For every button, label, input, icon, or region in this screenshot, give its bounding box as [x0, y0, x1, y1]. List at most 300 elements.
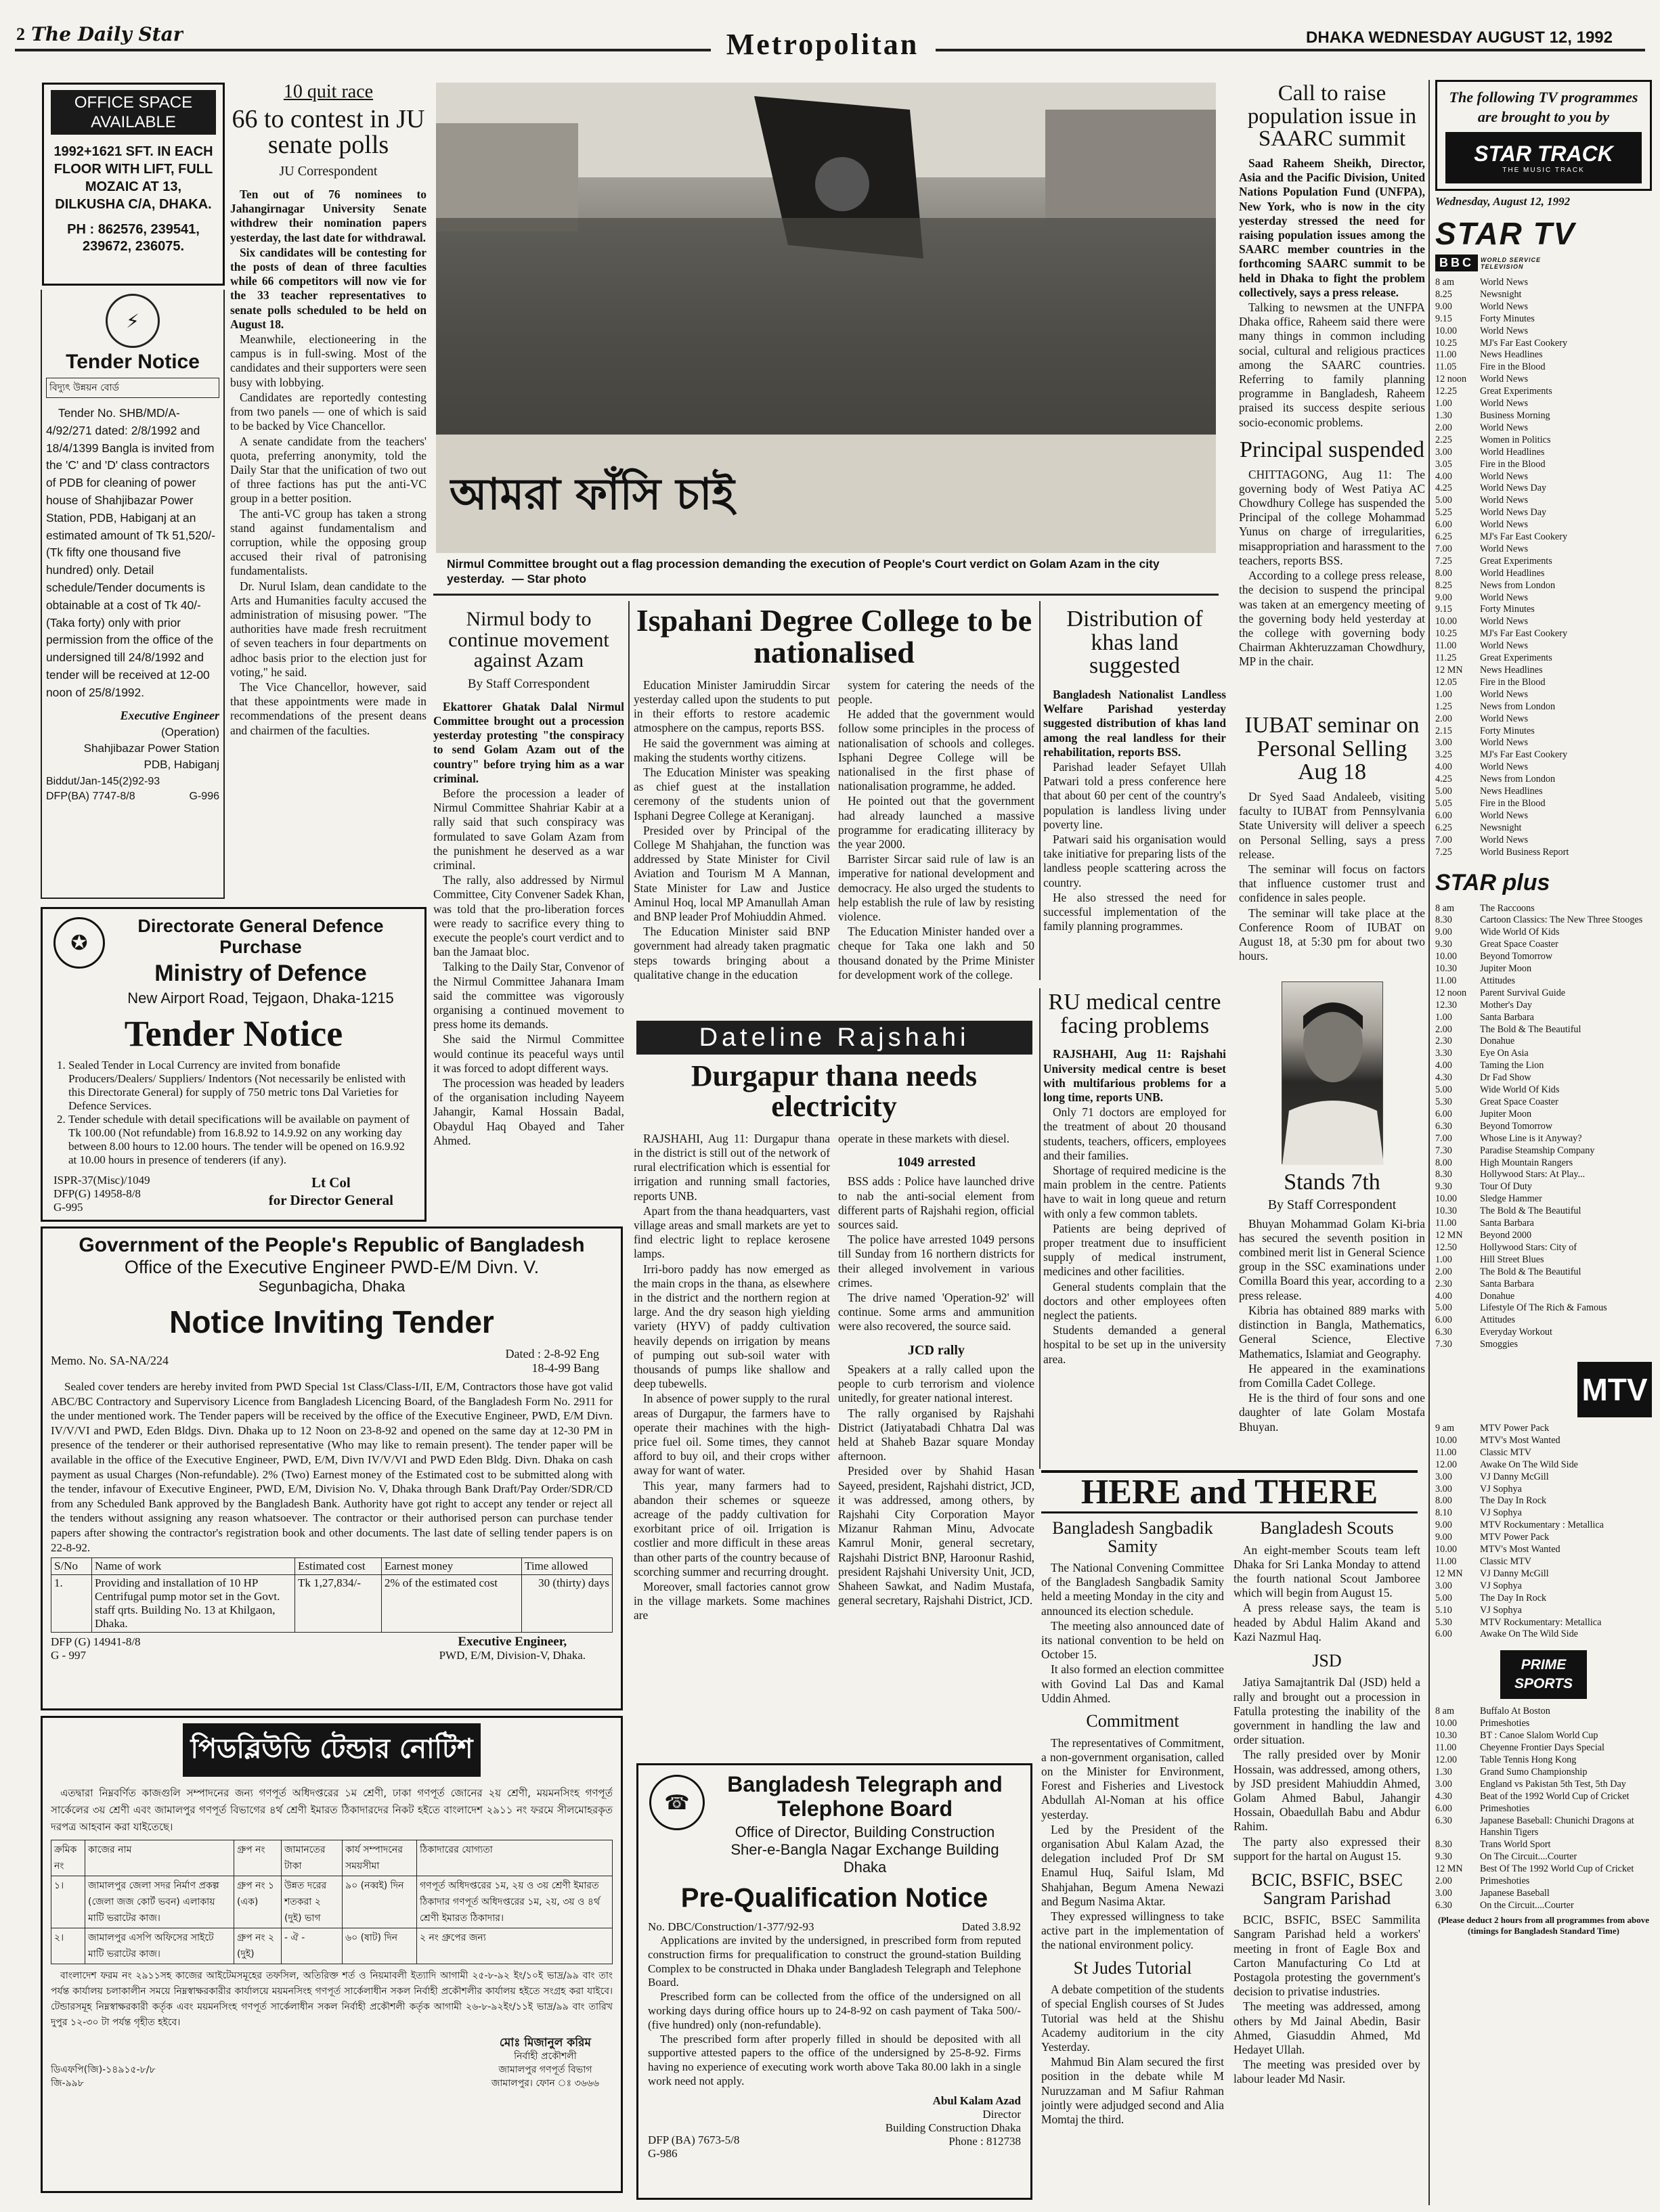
- tv-time: 1.25: [1435, 701, 1452, 712]
- tv-time: 6.00: [1435, 1108, 1452, 1120]
- tv-programme: Donahue: [1480, 1036, 1515, 1047]
- tv-programme: Jupiter Moon: [1480, 963, 1532, 975]
- defence-title: Tender Notice: [124, 1013, 343, 1054]
- tv-time: 3.00: [1435, 1887, 1452, 1899]
- tv-schedule-row: [1435, 1532, 1652, 1544]
- tv-programme: VJ Danny McGill: [1480, 1471, 1549, 1482]
- tv-schedule-row: [1435, 640, 1652, 652]
- tv-time: 6.00: [1435, 519, 1452, 531]
- tv-programme: Business Morning: [1480, 410, 1550, 421]
- ispahani-col-1: [634, 678, 830, 983]
- tv-date: Wednesday, August 12, 1992: [1435, 195, 1571, 208]
- table-cell: - ঐ -: [282, 1928, 343, 1964]
- tv-schedule-row: [1435, 726, 1652, 738]
- quit-body: [230, 187, 427, 738]
- tv-schedule-row: [1435, 1133, 1652, 1145]
- table-header-row: [51, 1840, 613, 1876]
- principal-headline: Principal suspended: [1240, 439, 1424, 462]
- tv-programme: World News: [1480, 810, 1528, 821]
- bangla-tender-footer: বাংলাদেশ ফরম নং ২৯১১সহ কাজের আইটেমসমূহের তফসিল, অতিরিক্ত শর্ত ও নিয়মাবলী ইত্যাদি আগামী ২৫-৮-৯২ ইং/১০ই ভাদ্র/৯৯ বাং তাং পর্যন্ত কার্যালয় চলাকালীন সময়ে নিম্নস্বাক্ষরকারীর কার্যালয়ে ময়মনসিংহ গণপূর্ত সার্কেলাধীন সকল নির্বাহী প্রকৌশলীর কার্যালয় হইতে সংগ্রহ করা যাইবে। টেন্ডারসমূহ নিম্নস্বাক্ষরকারী কর্তৃক এবং ময়মনসিংহ গণপূর্ত সার্কেলাধীন সকল নির্বাহী প্রকৌশলী কর্তৃক আগামী ২৬-৮-৯২ইং/১১ই ভাদ্র/৯৯ বাং তারিখ দুপুর ১২-৩০ টা পর্যন্ত গৃহীত হইবে।: [51, 1970, 613, 2028]
- tv-programme: The Raccoons: [1480, 902, 1535, 914]
- paragraph: Patwari said his organisation would take initiative for preparing lists of the landless people scattering across the country.: [1043, 833, 1226, 889]
- bbc-subtitle: WORLD SERVICE TELEVISION: [1481, 256, 1542, 270]
- tv-schedule-row: [1435, 1060, 1652, 1072]
- paragraph: Before the procession a leader of Nirmul Committee Shahriar Kabir at a rally said that such conspiracy was formulated to save Golam Azam from the punishment he deserved as a war criminal.: [433, 787, 624, 872]
- paragraph: Candidates are reportedly contesting from two panels — one of which is said to be backed by Vice Chancellor.: [230, 390, 427, 433]
- defence-ref-2: DFP(G) 14958-8/8: [53, 1187, 141, 1200]
- bangla-sign: মোঃ মিজানুল করিম: [499, 2036, 591, 2050]
- portrait-shirt: [1282, 1101, 1384, 1165]
- tv-schedule-row: [1435, 301, 1652, 313]
- here-head-commitment: Commitment: [1086, 1711, 1179, 1731]
- tv-time: 8.30: [1435, 1169, 1452, 1180]
- table-cell: ২ নং গ্রুপের জন্য: [417, 1928, 613, 1964]
- quit-headline: 66 to contest in JU senate polls: [232, 104, 425, 160]
- tv-time: 7.00: [1435, 834, 1452, 845]
- tv-programme: Forty Minutes: [1480, 725, 1535, 736]
- tv-schedule-row: [1435, 507, 1652, 519]
- tv-schedule-row: [1435, 1605, 1652, 1617]
- table-row: [51, 1575, 613, 1633]
- tv-programme: MTV's Most Wanted: [1480, 1434, 1560, 1446]
- tv-schedule-row: [1435, 361, 1652, 374]
- tv-time: 12 MN: [1435, 1568, 1463, 1579]
- tv-schedule-row: [1435, 349, 1652, 361]
- tv-schedule-row: [1435, 975, 1652, 988]
- paragraph: Barrister Sircar said rule of law is an imperative for national development and democracy. He also urged the students to help establish the rule of law by resisting violence.: [838, 852, 1034, 924]
- tv-schedule-row: [1435, 798, 1652, 810]
- tv-schedule-row: [1435, 604, 1652, 616]
- tv-programme: World News: [1480, 640, 1528, 652]
- bttb-sign-2: Director: [982, 2107, 1021, 2121]
- paragraph: Jatiya Samajtantrik Dal (JSD) held a rally and brought out a procession in Fatulla protesting the inability of the government in handling the law and order situation.: [1233, 1675, 1420, 1747]
- tv-time: 7.00: [1435, 1132, 1452, 1144]
- tv-time: 7.30: [1435, 1339, 1452, 1350]
- tv-programme: News Headlines: [1480, 665, 1543, 676]
- tv-time: 3.00: [1435, 1580, 1452, 1591]
- tv-time: 9.00: [1435, 927, 1452, 938]
- paragraph: The anti-VC group has taken a strong stand against fundamentalism and corruption, while the opposing group accused their rival of patronising fundamentalists.: [230, 506, 427, 578]
- tv-time: 6.00: [1435, 1629, 1452, 1640]
- pdb-tender-subtitle: বিদ্যুৎ উন্নয়ন বোর্ড: [46, 378, 219, 398]
- paragraph: In absence of power supply to the rural areas of Durgapur, the farmers have to operate their machines with the high-price fuel oil. Some times, they cannot afford to buy oil, and their crops wither away for want of water.: [634, 1392, 830, 1478]
- tv-time: 8 am: [1435, 902, 1454, 914]
- paragraph: Prescribed form can be collected from the office of the undersigned on all working days during office hours up to 24-8-92 on cash payment of Taka 500/- (five hundred) only (non-refundable).: [648, 1990, 1021, 2031]
- tv-programme: Fire in the Blood: [1480, 361, 1546, 373]
- tv-programme: World News: [1480, 277, 1528, 288]
- subhead-arrested: 1049 arrested: [897, 1154, 976, 1170]
- paragraph: The rally organised by Rajshahi District (Jatiyatabadi Chhatra Dal was held at Shaheb Bazar square Monday afternoon.: [838, 1406, 1034, 1463]
- table-header: ক্রমিক নং: [51, 1840, 85, 1876]
- tv-programme: Awake On The Wild Side: [1480, 1629, 1578, 1640]
- photo-caption: [447, 556, 1192, 586]
- paragraph: Bhuyan Mohammad Golam Ki-bria has secured the seventh position in combined merit list in General Science group in the SSC examinations under Comilla Board this year, according to a press release.: [1239, 1216, 1425, 1302]
- tv-time: 8.00: [1435, 567, 1452, 579]
- tv-schedule-row: [1435, 1205, 1652, 1218]
- tv-schedule-row: [1435, 939, 1652, 951]
- tv-schedule-row: [1435, 652, 1652, 665]
- subhead-jcd-rally: JCD rally: [908, 1342, 965, 1358]
- paragraph: BCIC, BSFIC, BSEC Sammilita Sangram Parishad held a workers' meeting in front of Eagle Box and Carton Manufacturing Co Ltd at Postagola protesting the government's decision to privatise industries.: [1233, 1913, 1420, 1999]
- tv-programme: Primeshoties: [1480, 1876, 1530, 1887]
- rajshahi-banner: Dateline Rajshahi: [636, 1021, 1032, 1055]
- tv-time: 12 MN: [1435, 1229, 1463, 1241]
- tv-programme: Beat of the 1992 World Cup of Cricket: [1480, 1790, 1630, 1802]
- photo-block: [433, 80, 1219, 596]
- paragraph: Patients are being deprived of proper treatment due to insufficient supply of medical instrument, medicines and other facilities.: [1043, 1221, 1226, 1279]
- tv-time: 12.25: [1435, 386, 1457, 397]
- tv-programme: Mother's Day: [1480, 999, 1533, 1011]
- tv-schedule-row: [1435, 1815, 1652, 1840]
- pwd-dfp: DFP (G) 14941-8/8: [51, 1635, 141, 1649]
- paragraph: He pointed out that the government had already launched a massive programme for eradicating illiteracy by the year 2000.: [838, 794, 1034, 851]
- ispahani-col-2: [838, 678, 1034, 983]
- photo-flag-disc: [815, 157, 869, 211]
- tv-schedule-row: [1435, 1472, 1652, 1484]
- tv-schedule-row: [1435, 1048, 1652, 1060]
- star-track-logo: [1445, 132, 1642, 183]
- table-cell: 2% of the estimated cost: [381, 1575, 521, 1633]
- paragraph: He said the government was aiming at making the students worthy citizens.: [634, 736, 830, 764]
- paragraph: Mahmud Bin Alam secured the first position in the debate while M Nuruzzaman and M Safiur Rahman jointly were adjudged second and Alia Momtaj the third.: [1041, 2055, 1224, 2126]
- tv-schedule-row: [1435, 822, 1652, 835]
- tv-time: 7.25: [1435, 846, 1452, 858]
- bbc-logo: BBC: [1435, 255, 1478, 271]
- tv-programme: Everyday Workout: [1480, 1327, 1552, 1338]
- tv-time: 11.00: [1435, 640, 1457, 652]
- paragraph: Saad Raheem Sheikh, Director, Asia and the Pacific Division, United Nations Population Fund (UNFPA), New York, who is now in the city yesterday stressed the need for raising population issues among the SAARC member countries in the forthcoming SAARC summit to be held in Dhaka to fight the problem collectively, says a press release.: [1239, 156, 1425, 299]
- tv-programme: Forty Minutes: [1480, 313, 1535, 324]
- tv-time: 10.30: [1435, 1730, 1457, 1742]
- pwd-sign-2: PWD, E/M, Division-V, Dhaka.: [439, 1649, 586, 1662]
- tv-schedule-row: [1435, 447, 1652, 459]
- table-header: কাজের নাম: [85, 1840, 234, 1876]
- tv-programme: Japanese Baseball: Chunichi Dragons at Hanshin Tigers: [1480, 1815, 1634, 1838]
- paragraph: A press release says, the team is headed by Abdul Halim Akand and Kazi Nazmul Haq.: [1233, 1601, 1420, 1643]
- tv-time: 12 noon: [1435, 374, 1467, 385]
- table-cell: উন্নত দরের শতকরা ২ (দুই) ভাগ: [282, 1876, 343, 1928]
- tv-time: 2.30: [1435, 1036, 1452, 1047]
- tv-time: 8.10: [1435, 1507, 1452, 1519]
- tv-programme: VJ Sophya: [1480, 1604, 1522, 1616]
- pwd-memo: Memo. No. SA-NA/224: [51, 1354, 169, 1367]
- tv-programme: World News: [1480, 737, 1528, 749]
- tv-programme: Primeshoties: [1480, 1802, 1530, 1814]
- tv-sponsor-box: [1435, 80, 1652, 191]
- pdb-sign: Executive Engineer: [120, 708, 219, 722]
- tv-schedule-row: [1435, 1145, 1652, 1157]
- tv-programme: Jupiter Moon: [1480, 1108, 1532, 1120]
- paragraph: The procession was headed by leaders of the organisation including Nayeem Jahangir, Kamal Hossain Badal, Obaydul Haq Obayed and Taher Ahmed.: [433, 1076, 624, 1147]
- tv-time: 1.30: [1435, 410, 1452, 421]
- paragraph: Irri-boro paddy has now emerged as the main crops in the thana, as elsewhere in the district and the northern region at large. And the dry season high yielding variety (HYV) of paddy cultivation heavily depends on irrigation by means of pumping out sub-soil water with thousands of pumps like shallow and deep tubewells.: [634, 1262, 830, 1391]
- here-head-stjudes: St Judes Tutorial: [1073, 1957, 1192, 1978]
- tv-programme: Great Experiments: [1480, 386, 1552, 397]
- tv-time: 6.00: [1435, 810, 1452, 821]
- tv-time: 8.25: [1435, 288, 1452, 300]
- office-ad-title: OFFICE SPACE AVAILABLE: [51, 90, 216, 135]
- tv-schedule-row: [1435, 1193, 1652, 1205]
- tv-programme: Cheyenne Frontier Days Special: [1480, 1742, 1604, 1754]
- tv-programme: MTV Power Pack: [1480, 1423, 1550, 1434]
- tv-time: 3.00: [1435, 1471, 1452, 1482]
- tv-time: 9.15: [1435, 313, 1452, 324]
- paragraph: The Education Minister said BNP government had already taken pragmatic steps towards bringing about a qualitative change in the education: [634, 925, 830, 981]
- tv-time: 5.05: [1435, 797, 1452, 809]
- paragraph: The drive named 'Operation-92' will continue. Some arms and ammunition were also recovered, the source said.: [838, 1290, 1034, 1333]
- bangla-tender-title: পিডব্লিউডি টেন্ডার নোটিশ: [183, 1723, 481, 1777]
- tv-programme: World Headlines: [1480, 446, 1545, 458]
- tv-time: 10.00: [1435, 1544, 1457, 1555]
- pdb-g: G-996: [189, 790, 219, 802]
- table-cell: Providing and installation of 10 HP Centrifugal pump motor set in the Govt. staff qrts. Building No. 13 at Khilgaon, Dhaka.: [92, 1575, 295, 1633]
- tv-time: 7.30: [1435, 1145, 1452, 1156]
- tv-programme: World News Day: [1480, 507, 1547, 518]
- star-tv-logo: STAR TV: [1435, 216, 1576, 251]
- table-header: গ্রুপ নং: [234, 1840, 282, 1876]
- tv-time: 1.00: [1435, 1254, 1452, 1265]
- tv-time: 9.00: [1435, 1532, 1452, 1543]
- caption-text: Nirmul Committee brought out a flag procession demanding the execution of People's Court verdict on Golam Azam in the city yesterday.: [447, 557, 1160, 585]
- here-head-bcic: BCIC, BSFIC, BSEC Sangram Parishad: [1251, 1870, 1403, 1908]
- bangla-sign-2: নির্বাহী প্রকৌশলী: [514, 2051, 577, 2062]
- tv-schedule-row: [1435, 1157, 1652, 1170]
- office-ad-body: 1992+1621 SFT. IN EACH FLOOR WITH LIFT, FULL MOZAIC AT 13, DILKUSHA C/A, DHAKA.: [53, 144, 213, 212]
- pdb-tender-title: Tender Notice: [66, 351, 200, 373]
- prime-sports-schedule: [1435, 1706, 1652, 1911]
- tv-time: 2.00: [1435, 1266, 1452, 1277]
- paragraph: Presided over by Shahid Hasan Sayeed, president, Rajshahi district, JCD, it was addressed, among others, by Rajshahi City Corporation Mayor Mizanur Rahman Minu, Advocate Kamrul Monir, general secretary, Rajshahi District BNP, Haroonur Rashid, president Rajshahi University Unit, JCD, Shaheen Sawkat, and Nadim Mustafa, general secretary, Rajshahi District, JCD.: [838, 1464, 1034, 1608]
- tv-programme: MJ's Far East Cookery: [1480, 531, 1568, 543]
- tv-time: 10.00: [1435, 1434, 1457, 1446]
- pdb-logo: ⚡: [106, 294, 160, 348]
- tv-schedule-row: [1435, 774, 1652, 786]
- tv-programme: The Day In Rock: [1480, 1495, 1547, 1507]
- here-col-1: [1041, 1520, 1224, 2203]
- tv-time: 12.50: [1435, 1241, 1457, 1253]
- paragraph: The Vice Chancellor, however, said that these appointments were made in recommendations of the present deans and chairmen of the faculties.: [230, 680, 427, 737]
- table-cell: ২।: [51, 1928, 85, 1964]
- here-head-sangbadik: Bangladesh Sangbadik Samity: [1052, 1520, 1213, 1556]
- paragraph: Bangladesh Nationalist Landless Welfare Parishad yesterday suggested distribution of khas land among the real landless for their rehabilitation, reports BSS.: [1043, 688, 1226, 759]
- tv-time: 6.00: [1435, 1802, 1452, 1814]
- tv-schedule-row: [1435, 483, 1652, 495]
- tv-schedule-row: [1435, 398, 1652, 410]
- pdb-sign-3: Shahjibazar Power Station: [83, 741, 219, 755]
- tv-time: 11.00: [1435, 1556, 1457, 1567]
- tv-programme: Santa Barbara: [1480, 1011, 1534, 1023]
- tv-programme: VJ Sophya: [1480, 1507, 1522, 1519]
- tv-programme: Table Tennis Hong Kong: [1480, 1754, 1577, 1765]
- bttb-city: Dhaka: [843, 1859, 887, 1876]
- tv-schedule-row: [1435, 1718, 1652, 1730]
- paragraph: The seminar will focus on factors that influence customer trust and confidence in sales people.: [1239, 862, 1425, 905]
- tv-time: 2.30: [1435, 1278, 1452, 1289]
- pwd-sign: Executive Engineer,: [458, 1635, 567, 1650]
- tv-time: 7.25: [1435, 555, 1452, 567]
- tv-programme: Whose Line is it Anyway?: [1480, 1132, 1582, 1144]
- photo-banner-text: আমরা ফাঁসি চাই: [450, 470, 735, 520]
- tv-schedule-row: [1435, 1291, 1652, 1303]
- table-cell: গ্রুপ নং ১ (এক): [234, 1876, 282, 1928]
- pdb-ref: Biddut/Jan-145(2)92-93: [46, 775, 160, 787]
- tv-schedule-row: [1435, 1254, 1652, 1266]
- star-track-sub: THE MUSIC TRACK: [1502, 167, 1585, 174]
- tv-schedule-row: [1435, 1876, 1652, 1888]
- tv-time: 11.25: [1435, 652, 1457, 664]
- tv-time: 1.00: [1435, 1011, 1452, 1023]
- tv-schedule-row: [1435, 338, 1652, 350]
- tv-time: 6.30: [1435, 1327, 1452, 1338]
- bttb-office: Office of Director, Building Construction: [735, 1823, 995, 1840]
- tv-programme: World News: [1480, 374, 1528, 385]
- tv-programme: Wide World Of Kids: [1480, 1084, 1560, 1096]
- paragraph: The Education Minister was speaking as chief guest at the installation ceremony of the students union of Isphani Degree College at Keraniganj.: [634, 766, 830, 822]
- paragraph: A senate candidate from the teachers' quota, preferring anonymity, told the Daily Star that the unification of two out of three factions has put the anti-VC group in a better position.: [230, 434, 427, 506]
- bttb-dfp: DFP (BA) 7673-5/8: [648, 2133, 740, 2146]
- paragraph: Moreover, small factories cannot grow in the village markets. Some machines are: [634, 1580, 830, 1622]
- tv-schedule-row: [1435, 1507, 1652, 1520]
- story-khas: [1039, 601, 1229, 980]
- kibria-headline: Stands 7th: [1284, 1170, 1380, 1195]
- tv-schedule-row: [1435, 1169, 1652, 1181]
- bttb-phone: Phone : 812738: [948, 2134, 1021, 2148]
- tv-programme: World News: [1480, 325, 1528, 336]
- paragraph: The prescribed form after properly filled in should be deposited with all supportive attested papers to the office of the undersigned by 25-8-92. Firms having no experience of executing work worth above Taka 80.00 lakh in a single work need not apply.: [648, 2032, 1021, 2087]
- tv-schedule-row: [1435, 1754, 1652, 1767]
- pdb-dfp: DFP(BA) 7747-8/8: [46, 790, 135, 802]
- tv-programme: World News: [1480, 422, 1528, 433]
- tv-schedule-row: [1435, 531, 1652, 544]
- tv-programme: Primeshoties: [1480, 1718, 1530, 1729]
- tv-schedule-row: [1435, 568, 1652, 580]
- paragraph: The meeting also announced date of its national convention to be held on October 15.: [1041, 1618, 1224, 1662]
- tv-programme: World News: [1480, 495, 1528, 506]
- tv-schedule-row: [1435, 1121, 1652, 1133]
- table-header: Name of work: [92, 1558, 295, 1575]
- tv-programme: World News: [1480, 761, 1528, 773]
- tv-time: 5.30: [1435, 1097, 1452, 1107]
- caption-credit: — Star photo: [512, 572, 587, 585]
- tv-time: 2.15: [1435, 725, 1452, 736]
- tv-programme: World News: [1480, 301, 1528, 312]
- paragraph: This year, many farmers had to abandon their schemes or squeeze acreage of the paddy cultivation for exorbitant price of oil. Irrigation is costlier and more difficult in these areas than other parts of the country because of scorching summer and recurring drought.: [634, 1478, 830, 1578]
- table-header: S/No: [51, 1558, 92, 1575]
- pwd-g: G - 997: [51, 1649, 86, 1662]
- table-cell: গ্রুপ নং ২ (দুই): [234, 1928, 282, 1964]
- paragraph: Six candidates will be contesting for the posts of dean of three faculties while 66 competitors will now vie for the 33 teacher representatives to senate polls scheduled to be held on August 18.: [230, 245, 427, 331]
- star-plus-schedule: [1435, 903, 1652, 1352]
- paragraph: Dr. Nurul Islam, dean candidate to the Arts and Humanities faculty accused the administration of misusing power. "The authorities have made fresh recruitment of seven teachers in four departments on adhoc basis prior to the election just for voting," he said.: [230, 579, 427, 679]
- tv-schedule-row: [1435, 1851, 1652, 1863]
- tv-programme: MTV Rockumentary: Metallica: [1480, 1616, 1602, 1628]
- tv-time: 10.00: [1435, 1718, 1457, 1729]
- tv-time: 4.30: [1435, 1072, 1452, 1084]
- tv-time: 4.00: [1435, 470, 1452, 482]
- paragraph: General students complain that the doctors and other employees often neglect the patients.: [1043, 1279, 1226, 1322]
- paragraph: The representatives of Commitment, a non-government organisation, called on the Minister for Environment, Forest and Fisheries and Livestock Abdullah Al-Noman at his office yesterday.: [1041, 1735, 1224, 1821]
- tv-time: 1.30: [1435, 1766, 1452, 1777]
- tv-schedule-row: [1435, 988, 1652, 1000]
- pdb-sign-2: (Operation): [161, 725, 219, 738]
- tv-time: 10.00: [1435, 951, 1457, 963]
- tv-schedule-row: [1435, 1109, 1652, 1121]
- paragraph: He appeared in the examinations from Comilla Cadet College.: [1239, 1361, 1425, 1390]
- tv-time: 9.30: [1435, 1181, 1452, 1193]
- tv-time: 11.00: [1435, 1742, 1457, 1754]
- bttb-org: Bangladesh Telegraph and Telephone Board: [727, 1772, 1003, 1821]
- star-plus-logo: STAR plus: [1435, 869, 1550, 895]
- table-header: জামানতের টাকা: [282, 1840, 343, 1876]
- tv-programme: World News: [1480, 470, 1528, 482]
- tv-time: 5.10: [1435, 1604, 1452, 1616]
- tv-time: 10.25: [1435, 337, 1457, 349]
- tv-schedule-row: [1435, 1863, 1652, 1876]
- bttb-sign-3: Building Construction Dhaka: [885, 2121, 1021, 2134]
- paragraph: The seminar will take place at the Conference Room of IUBAT on August 18, at 5:30 pm for about two hours.: [1239, 906, 1425, 963]
- tv-time: 10.00: [1435, 1193, 1457, 1205]
- ru-headline: RU medical centre facing problems: [1048, 990, 1221, 1038]
- tv-programme: News Headlines: [1480, 786, 1543, 797]
- tv-schedule-row: [1435, 761, 1652, 774]
- tv-schedule-row: [1435, 1024, 1652, 1036]
- rajshahi-headline: Durgapur thana needs electricity: [691, 1059, 978, 1123]
- tv-time: 6.30: [1435, 1899, 1452, 1911]
- tv-programme: Smoggies: [1480, 1339, 1518, 1350]
- tv-schedule-row: [1435, 435, 1652, 447]
- paragraph: Apart from the thana headquarters, vast village areas and small markets are yet to find electric light to replace kerosene lamps.: [634, 1203, 830, 1261]
- tv-schedule-row: [1435, 313, 1652, 326]
- tv-programme: Sledge Hammer: [1480, 1193, 1542, 1205]
- tv-schedule-row: [1435, 1580, 1652, 1593]
- tv-programme: Great Space Coaster: [1480, 1097, 1558, 1107]
- paragraph: BSS adds : Police have launched drive to nab the anti-social element from different parts of Rajshahi region, official sources said.: [838, 1174, 1034, 1231]
- table-header-row: [51, 1558, 613, 1575]
- table-cell: ৬০ (ষাট) দিন: [343, 1928, 417, 1964]
- paragraph: An eight-member Scouts team left Dhaka for Sri Lanka Monday to attend the fourth national Scout Jamboree which will begin from August 15.: [1233, 1543, 1420, 1600]
- tv-programme: News from London: [1480, 579, 1556, 591]
- tv-programme: Beyond Tomorrow: [1480, 1120, 1553, 1132]
- tv-programme: On The Circuit....Courter: [1480, 1851, 1577, 1863]
- defence-ref-1: ISPR-37(Misc)/1049: [53, 1174, 150, 1187]
- paragraph: It also formed an election committee with Govind Lal Das and Kamal Uddin Ahmed.: [1041, 1662, 1224, 1705]
- tv-programme: World News: [1480, 398, 1528, 410]
- tv-time: 6.00: [1435, 1314, 1452, 1326]
- tv-listings: [1428, 80, 1652, 2205]
- tv-programme: World News: [1480, 616, 1528, 627]
- paragraph: Ekattorer Ghatak Dalal Nirmul Committee brought out a procession yesterday protesting "the conspiracy to send Golam Azam out of the country" before trying him as a war criminal.: [433, 699, 624, 785]
- tv-time: 8.25: [1435, 579, 1452, 591]
- tv-time: 9.00: [1435, 301, 1452, 312]
- bangla-sign-3: জামালপুর গণপূর্ত বিভাগ: [498, 2064, 592, 2075]
- tv-schedule-row: [1435, 847, 1652, 859]
- bangla-tender-table: [51, 1840, 613, 1964]
- tv-time: 4.25: [1435, 483, 1452, 494]
- bangla-ref-2: জি-৯৯৮: [51, 2078, 84, 2089]
- tv-schedule-row: [1435, 459, 1652, 471]
- pwd-office: Office of the Executive Engineer PWD-E/M Divn. V.: [124, 1257, 540, 1277]
- iubat-headline: IUBAT seminar on Personal Selling Aug 18: [1244, 714, 1420, 785]
- tv-schedule-row: [1435, 556, 1652, 568]
- tv-programme: Hollywood Stars: At Play...: [1480, 1169, 1586, 1180]
- tv-programme: VJ Sophya: [1480, 1580, 1522, 1591]
- tv-schedule-row: [1435, 1218, 1652, 1230]
- tv-schedule-row: [1435, 1900, 1652, 1912]
- tv-programme: Great Space Coaster: [1480, 939, 1558, 950]
- saarc-headline: Call to raise population issue in SAARC summit: [1247, 81, 1417, 152]
- tv-programme: Beyond 2000: [1480, 1229, 1532, 1241]
- tv-schedule-row: [1435, 1339, 1652, 1351]
